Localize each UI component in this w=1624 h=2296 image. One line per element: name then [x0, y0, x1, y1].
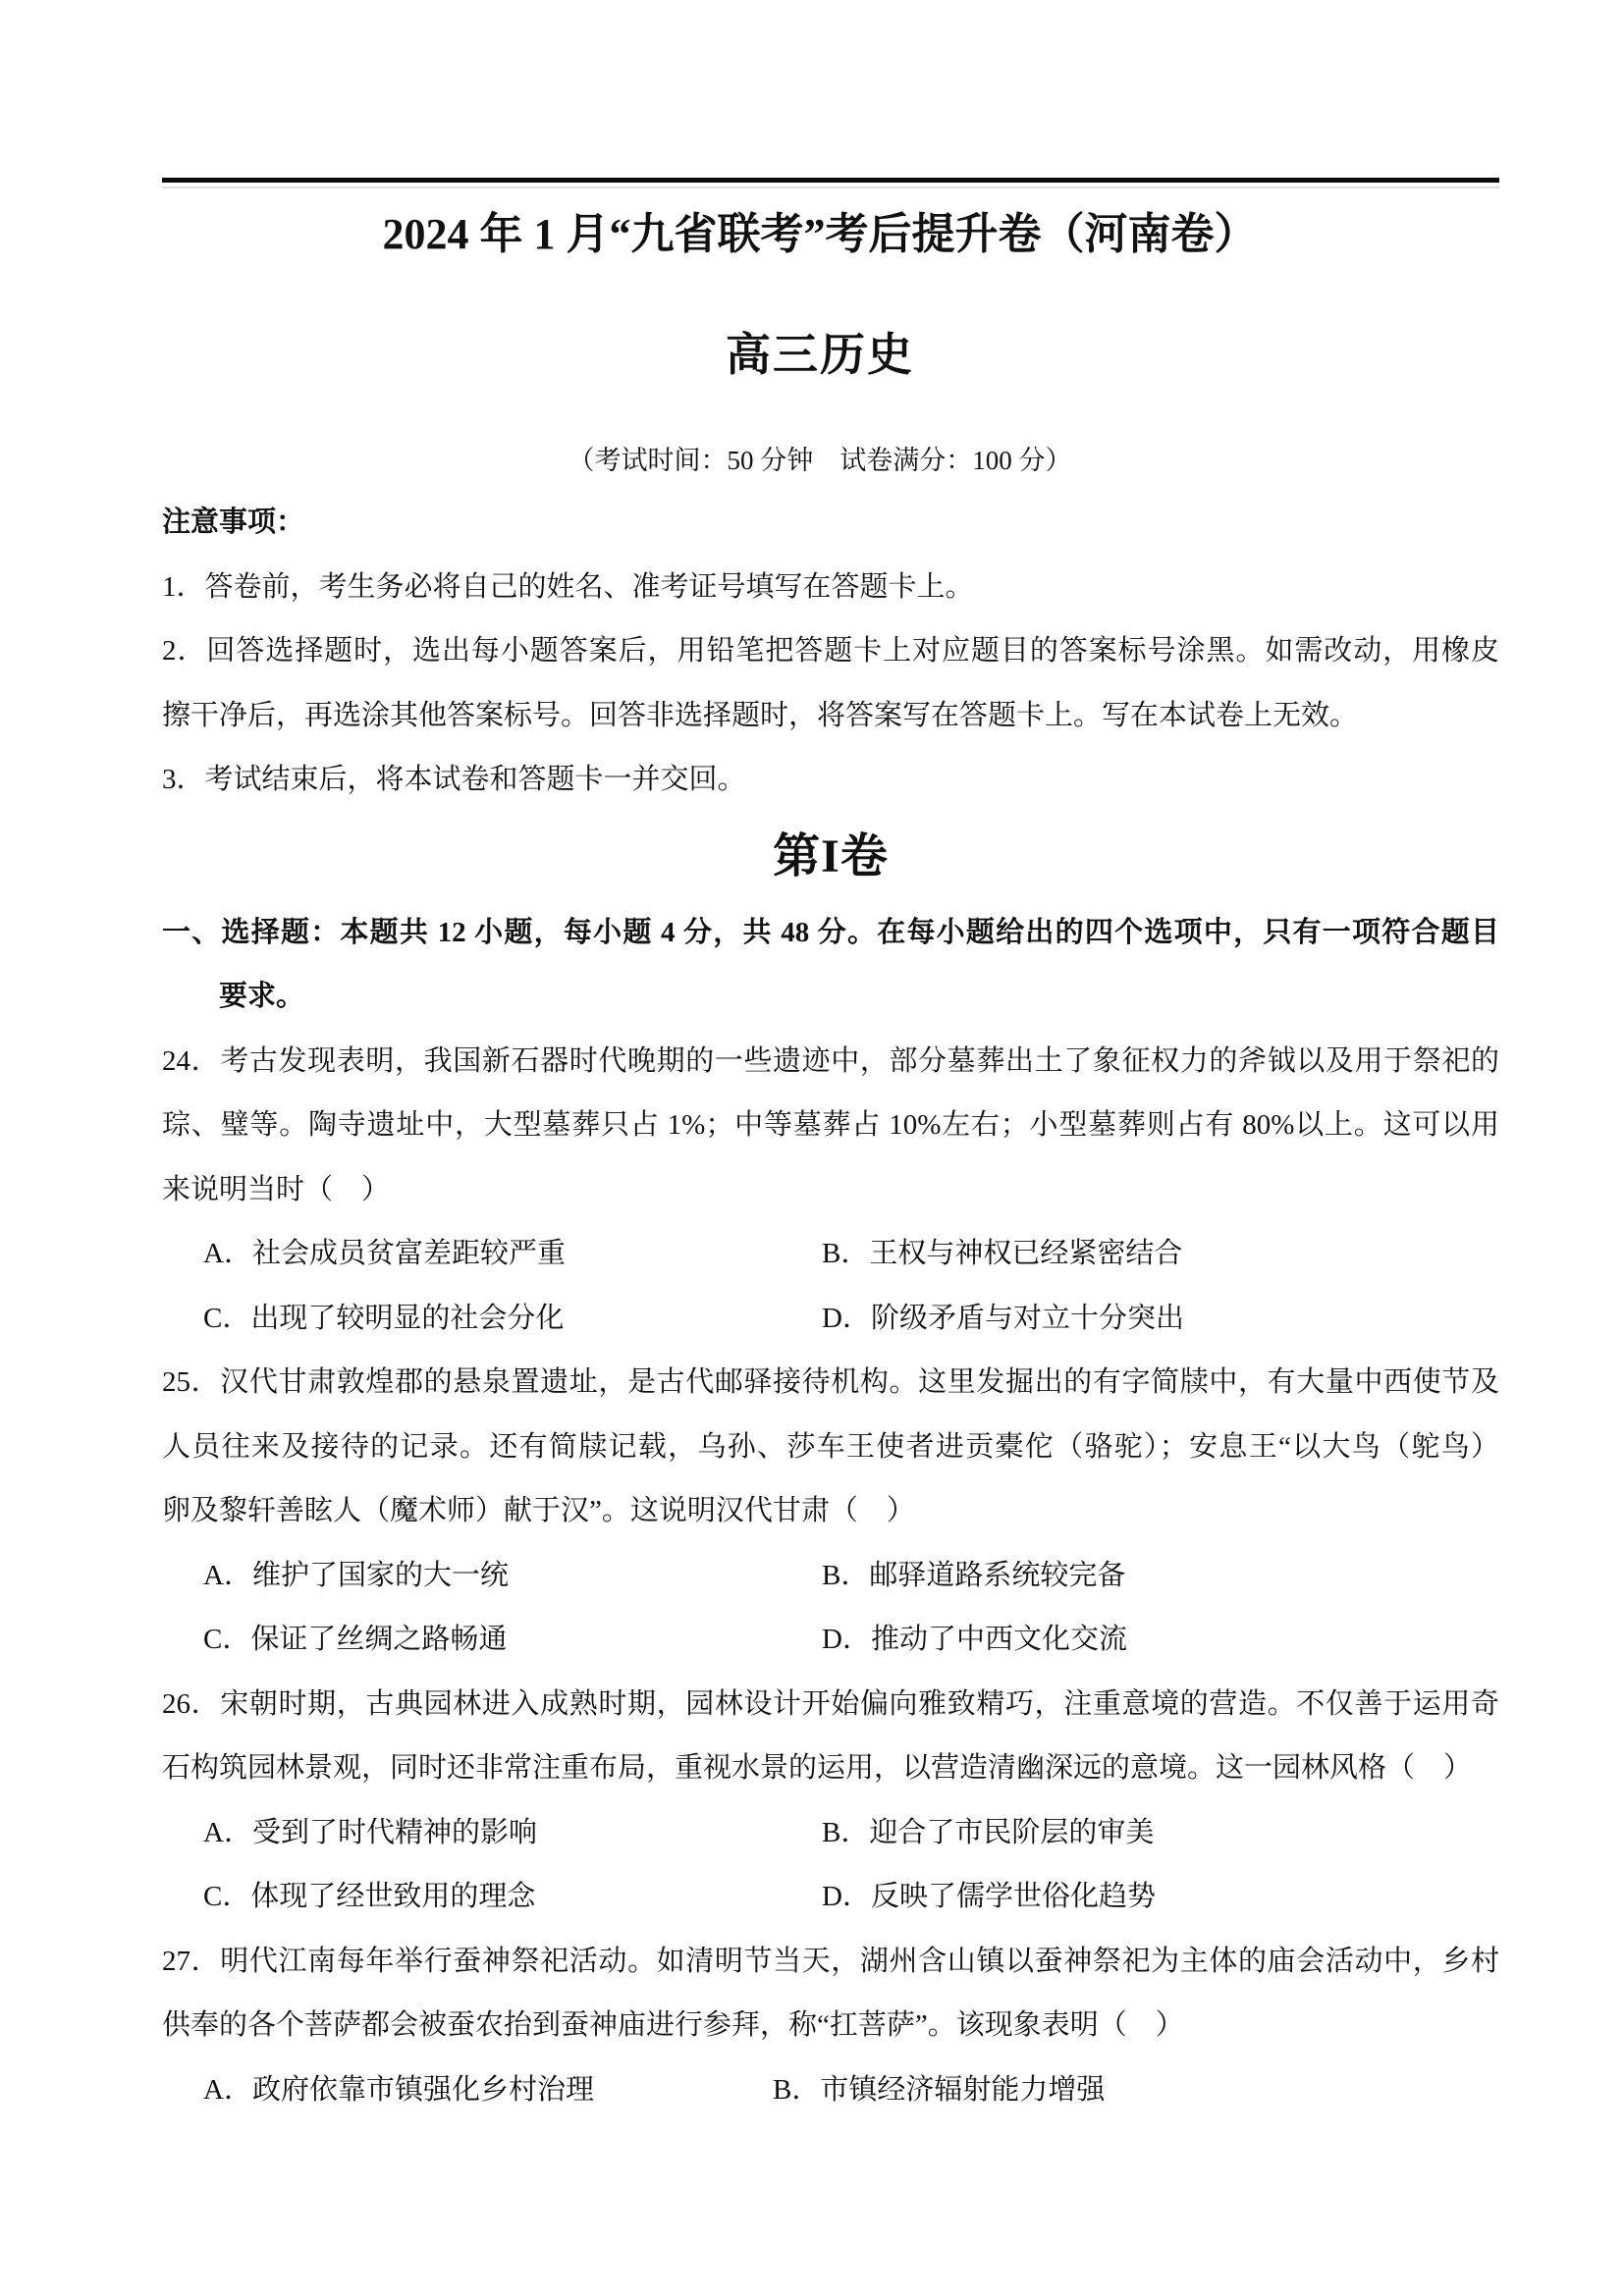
- question-26-option-A: A．受到了时代精神的影响: [203, 1816, 537, 1848]
- question-25-stem-line-2: 人员往来及接待的记录。还有简牍记载，乌孙、莎车王使者进贡橐佗（骆驼）；安息王“以大鸟（鸵鸟）: [162, 1430, 1499, 1463]
- question-24-option-D: D．阶级矛盾与对立十分突出: [822, 1302, 1184, 1334]
- question-25-option-row-1: [162, 1544, 1499, 1609]
- question-27-option-row-1: [162, 2058, 1499, 2123]
- header-rule-shadow: [162, 187, 1499, 188]
- exam-title: 2024 年 1 月“九省联考”考后提升卷（河南卷）: [382, 210, 1258, 258]
- question-27-option-B: B．市镇经济辐射能力增强: [773, 2073, 1106, 2106]
- notice-line-1: 1．答卷前，考生务必将自己的姓名、准考证号填写在答题卡上。: [162, 570, 974, 603]
- question-24-option-row-1: [162, 1222, 1499, 1287]
- notice-line-3: 擦干净后，再选涂其他答案标号。回答非选择题时，将答案写在答题卡上。写在本试卷上无效。: [162, 699, 1359, 731]
- question-27-option-A: A．政府依靠市镇强化乡村治理: [203, 2073, 594, 2106]
- section-instruction-line-1: 一、选择题：本题共 12 小题，每小题 4 分，共 48 分。在每小题给出的四个选项中，只有一项符合题目: [162, 916, 1499, 948]
- question-26-option-B: B．迎合了市民阶层的审美: [822, 1816, 1155, 1848]
- question-list: [162, 1030, 1499, 2123]
- question-24-stem-line-2: 琮、璧等。陶寺遗址中，大型墓葬只占 1%；中等墓葬占 10%左右；小型墓葬则占有 80%以上。这可以用: [162, 1109, 1499, 1141]
- question-25: [162, 1351, 1499, 1673]
- header-rule: [162, 178, 1499, 183]
- question-24-option-A: A．社会成员贫富差距较严重: [203, 1238, 566, 1269]
- question-25-option-D: D．推动了中西文化交流: [822, 1624, 1127, 1655]
- notice-line-2: 2．回答选择题时，选出每小题答案后，用铅笔把答题卡上对应题目的答案标号涂黑。如需改动，用橡皮: [162, 635, 1499, 667]
- section-instruction-line-2: 要求。: [219, 981, 305, 1012]
- question-26: [162, 1673, 1499, 1930]
- question-25-option-row-2: [162, 1608, 1499, 1673]
- notice-list: [162, 556, 1499, 813]
- exam-info-line: （考试时间：50 分钟 试卷满分：100 分）: [568, 446, 1072, 475]
- question-24-option-B: B．王权与神权已经紧密结合: [822, 1238, 1183, 1269]
- question-27-stem-line-1: 27．明代江南每年举行蚕神祭祀活动。如清明节当天，湖州含山镇以蚕神祭祀为主体的庙会活动中，乡村: [162, 1945, 1499, 1977]
- question-24: [162, 1030, 1499, 1352]
- question-26-stem-line-1: 26．宋朝时期，古典园林进入成熟时期，园林设计开始偏向雅致精巧，注重意境的营造。不仅善于运用奇: [162, 1687, 1499, 1720]
- question-25-option-B: B．邮驿道路系统较完备: [822, 1559, 1126, 1591]
- question-24-stem-line-3: 来说明当时（ ）: [162, 1173, 391, 1205]
- exam-subject: 高三历史: [726, 330, 914, 380]
- question-27-stem-line-2: 供奉的各个菩萨都会被蚕农抬到蚕神庙进行参拜，称“扛菩萨”。该现象表明（ ）: [162, 2009, 1184, 2041]
- question-24-option-row-2: [162, 1287, 1499, 1352]
- notice-line-4: 3．考试结束后，将本试卷和答题卡一并交回。: [162, 764, 746, 795]
- question-27: [162, 1930, 1499, 2123]
- question-24-option-C: C．出现了较明显的社会分化: [203, 1302, 565, 1334]
- question-26-option-row-2: [162, 1865, 1499, 1930]
- question-26-option-C: C．体现了经世致用的理念: [203, 1881, 536, 1912]
- exam-body: [162, 491, 1499, 2122]
- question-25-option-C: C．保证了丝绸之路畅通: [203, 1624, 508, 1655]
- question-26-option-row-1: [162, 1801, 1499, 1866]
- volume-heading: 第I卷: [773, 829, 889, 882]
- question-25-stem-line-1: 25．汉代甘肃敦煌郡的悬泉置遗址，是古代邮驿接待机构。这里发掘出的有字简牍中，有大量中西使节及: [162, 1366, 1499, 1398]
- question-24-stem-line-1: 24．考古发现表明，我国新石器时代晚期的一些遗迹中，部分墓葬出土了象征权力的斧钺以及用于祭祀的: [162, 1044, 1499, 1077]
- question-26-stem-line-2: 石构筑园林景观，同时还非常注重布局，重视水景的运用，以营造清幽深远的意境。这一园林风格（ ）: [162, 1752, 1473, 1784]
- question-25-option-A: A．维护了国家的大一统: [203, 1559, 509, 1591]
- question-25-stem-line-3: 卵及黎轩善眩人（魔术师）献于汉”。这说明汉代甘肃（ ）: [162, 1495, 915, 1526]
- question-26-option-D: D．反映了儒学世俗化趋势: [822, 1881, 1156, 1912]
- notice-heading: 注意事项：: [162, 507, 305, 538]
